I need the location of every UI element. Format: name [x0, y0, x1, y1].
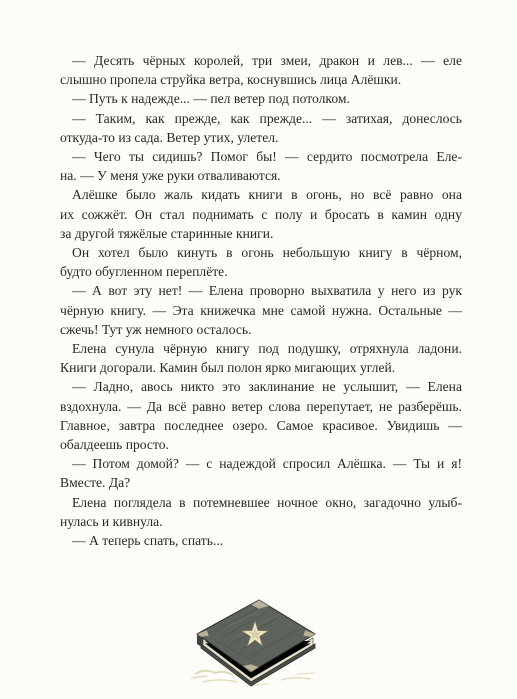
text-line: будто обугленном переплёте.	[60, 264, 228, 280]
text-line: слышно пропела струйка ветра, коснувшись лица Алёшки.	[60, 72, 402, 88]
text-line: вздохнула. — Да всё равно ветер слова перепутает, не разберёшь.	[60, 398, 462, 414]
text-line: на. — У меня уже руки отваливаются.	[60, 168, 281, 184]
text-line: — Десять чёрных королей, три змеи, дракон и лев... — еле	[72, 53, 462, 68]
paragraph	[60, 454, 462, 492]
paragraph	[60, 377, 462, 454]
text-line: Главное, завтра последнее озеро. Самое красивое. Увидишь —	[60, 417, 462, 433]
text-line: — Ладно, авось никто это заклинание не услышит, — Елена	[72, 379, 462, 395]
text-line: — Потом домой? — с надеждой спросил Алёшка. — Ты и я!	[72, 456, 462, 472]
text-line: нулась и кивнула.	[60, 513, 163, 529]
text-line: откуда-то из сада. Ветер утих, улетел.	[60, 129, 279, 145]
paragraph	[60, 243, 462, 281]
text-line: Елена сунула чёрную книгу под подушку, отряхнула ладони.	[72, 341, 462, 357]
text-line: их сожжёт. Он стал поднимать с полу и бросать в камин одну	[60, 206, 462, 222]
text-line: — Чего ты сидишь? Помог бы! — сердито посмотрела Еле-	[72, 149, 462, 165]
text-line: — Таким, как прежде, как прежде... — затихая, донеслось	[72, 110, 462, 126]
paragraph	[60, 531, 462, 550]
text-line: за другой тяжёлые старинные книги.	[60, 225, 274, 241]
paragraph	[60, 109, 462, 147]
text-line: Алёшке было жаль кидать книги в огонь, но всё равно она	[72, 187, 462, 203]
text-line: — Путь к надежде... — пел ветер под потолком.	[72, 91, 350, 107]
text-line: — А теперь спать, спать...	[72, 533, 224, 549]
paragraph	[60, 493, 462, 531]
story-text	[60, 51, 462, 550]
paragraph	[60, 185, 462, 243]
text-line: чёрную книгу. — Эта книжечка мне самой нужна. Остальные —	[60, 302, 462, 318]
paragraph	[60, 89, 462, 108]
text-line: Елена поглядела в потемневшее ночное окно, загадочно улыб-	[72, 494, 462, 510]
paragraph	[60, 281, 462, 339]
paragraph	[60, 51, 462, 89]
text-line: Он хотел было кинуть в огонь небольшую книгу в чёрном,	[72, 245, 462, 261]
paragraph	[60, 339, 462, 377]
paragraph	[60, 147, 462, 185]
text-line: сжечь! Тут уж немного осталось.	[60, 321, 252, 337]
text-line: Книги догорали. Камин был полон ярко мигающих углей.	[60, 360, 396, 376]
text-line: обалдеешь просто.	[60, 437, 169, 453]
text-line: Вместе. Да?	[60, 475, 131, 491]
old-book-with-star-icon	[185, 578, 325, 690]
text-line: — А вот эту нет! — Елена проворно выхватила у него из рук	[72, 283, 462, 299]
